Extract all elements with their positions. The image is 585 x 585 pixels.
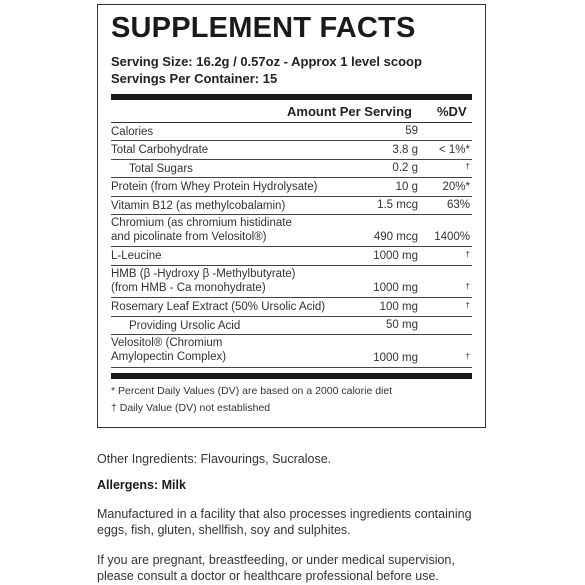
- nutrient-dv: †: [465, 249, 470, 259]
- nutrient-row: [111, 160, 472, 178]
- nutrient-name-line: Amylopectin Complex): [111, 351, 227, 364]
- nutrient-dv: 20%*: [442, 180, 470, 193]
- warning-line: please consult a doctor or healthcare professional before use.: [97, 569, 439, 583]
- nutrient-name-line: Calories: [111, 126, 154, 138]
- nutrient-dv: †: [465, 351, 470, 361]
- nutrient-row: [111, 141, 472, 159]
- allergens: Allergens: Milk: [97, 478, 186, 492]
- nutrient-row: [111, 317, 472, 335]
- nutrient-name-line: and picolinate from Velositol®): [111, 230, 267, 243]
- nutrient-amount: 1000 mg: [373, 351, 418, 364]
- nutrient-amount: 1.5 mcg: [377, 198, 418, 211]
- nutrient-name: [111, 336, 226, 364]
- nutrient-name-line: Total Sugars: [129, 162, 193, 175]
- nutrient-name-line: Vitamin B12 (as methylcobalamin): [111, 199, 286, 212]
- nutrient-amount: 1000 mg: [373, 249, 418, 262]
- other-ingredients: Other Ingredients: Flavourings, Sucralose.: [97, 452, 332, 466]
- serving-size: Serving Size: 16.2g / 0.57oz - Approx 1 level scoop: [111, 54, 422, 69]
- nutrient-row: [111, 298, 472, 316]
- nutrient-dv: < 1%*: [438, 143, 470, 156]
- nutrient-dv: †: [465, 162, 470, 172]
- nutrient-dv: †: [465, 300, 470, 310]
- nutrient-row: [111, 215, 472, 248]
- nutrient-dv: 63%: [446, 198, 470, 211]
- facility-note: [97, 506, 577, 538]
- nutrient-rows: [111, 123, 472, 368]
- nutrient-name-line: Chromium (as chromium histidinate: [111, 216, 292, 229]
- nutrient-row: [111, 335, 472, 368]
- nutrient-amount: 1000 mg: [373, 282, 418, 295]
- nutrient-name: [111, 125, 153, 139]
- nutrient-name: [111, 216, 292, 244]
- footnote-dv-basis: * Percent Daily Values (DV) are based on a 2000 calorie diet: [111, 385, 393, 397]
- nutrient-amount: 59: [405, 125, 418, 138]
- nutrient-name-line: Rosemary Leaf Extract (50% Ursolic Acid): [111, 301, 326, 314]
- header-amount: Amount Per Serving: [287, 104, 412, 119]
- bottom-thick-divider: [111, 373, 472, 379]
- facility-note-line: eggs, fish, gluten, shellfish, soy and sulphites.: [97, 523, 351, 537]
- nutrient-name-line: L-Leucine: [111, 250, 162, 263]
- nutrient-name-line: (from HMB - Ca monohydrate): [111, 281, 266, 294]
- warning-line: If you are pregnant, breastfeeding, or under medical supervision,: [97, 553, 455, 567]
- nutrient-row: [111, 197, 472, 215]
- panel-title: SUPPLEMENT FACTS: [111, 12, 416, 44]
- nutrient-name: [111, 143, 208, 157]
- footnote-dv-not-established: † Daily Value (DV) not established: [111, 402, 271, 414]
- nutrient-name: [129, 319, 240, 333]
- nutrient-name-line: Velositol® (Chromium: [111, 337, 223, 350]
- nutrient-amount: 3.8 g: [392, 143, 418, 156]
- nutrient-row: [111, 123, 472, 141]
- pregnancy-warning: [97, 552, 577, 584]
- thick-divider: [111, 94, 472, 100]
- nutrient-amount: 10 g: [395, 180, 418, 193]
- nutrient-amount: 0.2 g: [392, 162, 418, 175]
- nutrient-name: [111, 267, 295, 295]
- header-dv: %DV: [437, 104, 467, 119]
- nutrient-name: [111, 180, 317, 194]
- facility-note-line: Manufactured in a facility that also processes ingredients containing: [97, 507, 472, 521]
- nutrient-row: [111, 178, 472, 196]
- servings-per-container: Servings Per Container: 15: [111, 71, 278, 86]
- nutrient-name-line: Total Carbohydrate: [111, 144, 209, 157]
- nutrient-name: [129, 162, 193, 176]
- nutrient-name-line: Protein (from Whey Protein Hydrolysate): [111, 181, 318, 194]
- nutrient-dv: †: [465, 282, 470, 292]
- nutrient-name-line: HMB (β -Hydroxy β -Methylbutyrate): [111, 267, 296, 280]
- nutrient-amount: 490 mcg: [373, 231, 418, 244]
- nutrient-amount: 50 mg: [386, 319, 418, 332]
- nutrient-row: [111, 247, 472, 265]
- nutrient-name: [111, 249, 162, 263]
- nutrient-name: [111, 199, 285, 213]
- nutrient-amount: 100 mg: [379, 300, 418, 313]
- nutrient-name-line: Providing Ursolic Acid: [129, 319, 241, 332]
- nutrient-dv: 1400%: [434, 231, 470, 244]
- nutrient-name: [111, 300, 325, 314]
- nutrient-row: [111, 266, 472, 299]
